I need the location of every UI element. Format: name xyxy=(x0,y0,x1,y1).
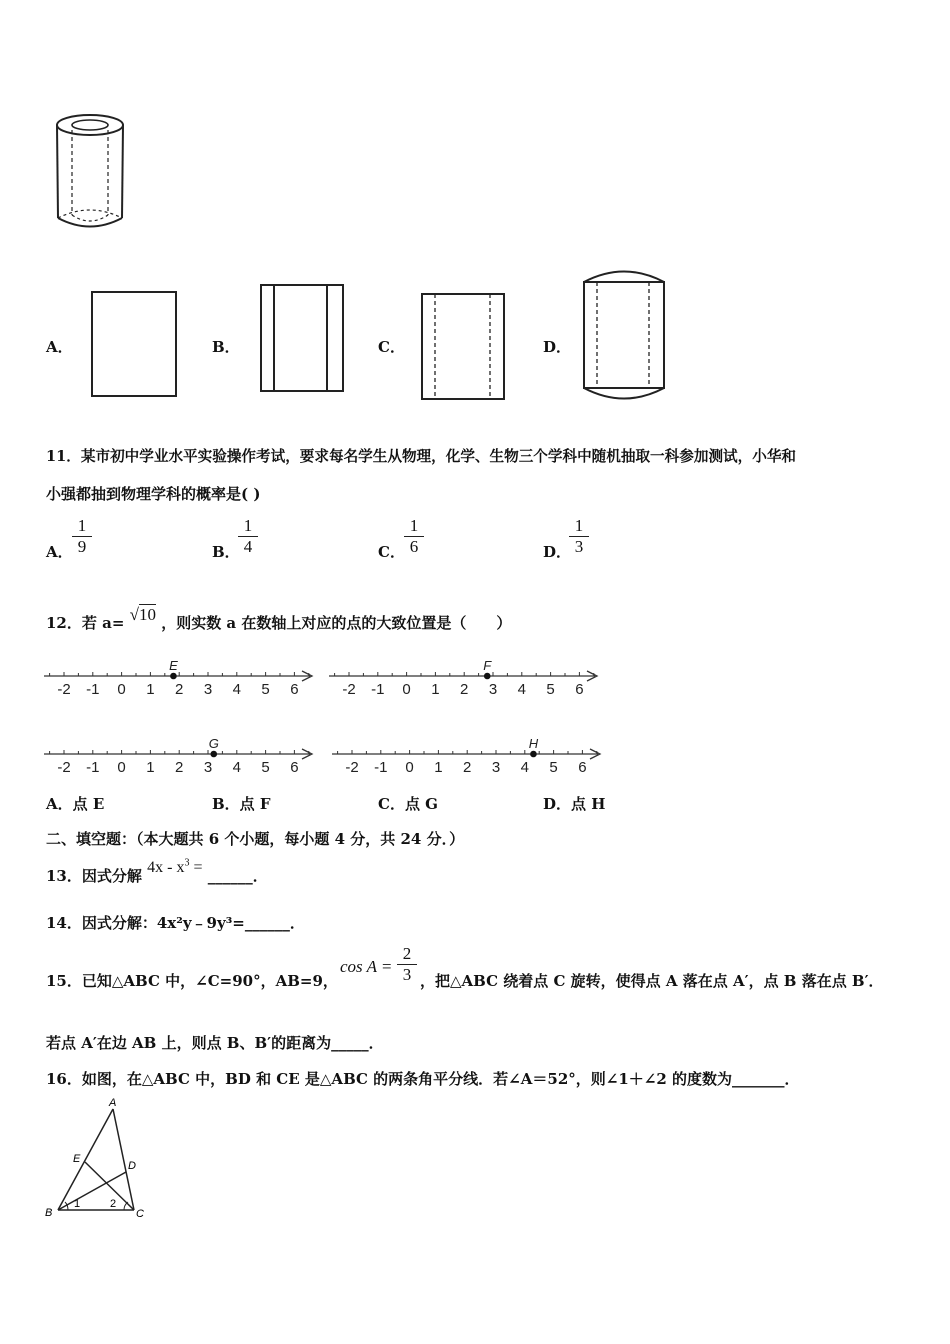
number-line-tick-label: 5 xyxy=(261,681,270,698)
q16-label-a: A xyxy=(109,1097,117,1109)
q15-fraction xyxy=(397,944,417,985)
q10-option-d-figure xyxy=(580,265,670,410)
q15-numerator: 2 xyxy=(397,944,417,965)
q12-number-line-f xyxy=(325,652,605,702)
q10-option-b-figure xyxy=(256,280,351,395)
q13-prefix: 13．因式分解 xyxy=(46,867,142,885)
q16-label-b: B xyxy=(45,1207,53,1219)
number-line-tick-label: 1 xyxy=(434,759,443,776)
q11-option-a-denominator: 9 xyxy=(77,537,87,556)
number-line-tick-label: 5 xyxy=(261,759,270,776)
q13-question xyxy=(46,857,268,886)
number-line-tick-label: -1 xyxy=(374,759,388,776)
number-line-tick-label: 1 xyxy=(431,681,440,698)
number-line-tick-label: 6 xyxy=(578,759,587,776)
number-line-tick-label: 5 xyxy=(549,759,558,776)
q16-question: 16．如图，在△ABC 中，BD 和 CE 是△ABC 的两条角平分线．若∠A＝52°，则∠1＋∠2 的度数为_______． xyxy=(46,1070,800,1088)
q11-option-c-fraction xyxy=(404,516,424,557)
number-line-tick-label: -1 xyxy=(86,681,100,698)
q11-option-b-denominator: 4 xyxy=(243,537,253,556)
q12-sqrt-arg: 10 xyxy=(138,605,156,624)
q13-eq: = xyxy=(189,859,203,876)
q13-expression xyxy=(147,859,202,876)
q11-option-d-numerator: 1 xyxy=(569,516,589,537)
number-line-tick-label: 2 xyxy=(175,681,184,698)
q10-option-a-figure xyxy=(88,288,183,400)
number-line-tick-label: 2 xyxy=(175,759,184,776)
q12-suffix: ，则实数 a 在数轴上对应的点的大致位置是（ ） xyxy=(161,614,512,632)
q16-label-2: 2 xyxy=(110,1198,117,1210)
q13-exponent: 3 xyxy=(184,857,190,869)
q16-label-d: D xyxy=(128,1160,136,1172)
number-line-point xyxy=(530,751,537,758)
number-line-point-label: F xyxy=(483,658,492,673)
q12-number-line-e xyxy=(40,652,320,702)
number-line-point xyxy=(210,751,217,758)
number-line-tick-label: 1 xyxy=(146,759,155,776)
section-2-heading: 二、填空题：（本大题共 6 个小题，每小题 4 分，共 24 分．） xyxy=(46,830,465,848)
q10-option-c-figure xyxy=(418,290,508,403)
q11-option-c-denominator: 6 xyxy=(409,537,419,556)
q15-question xyxy=(46,970,338,991)
number-line-tick-label: -1 xyxy=(371,681,385,698)
number-line-tick-label: 6 xyxy=(290,681,299,698)
number-line-tick-label: -2 xyxy=(342,681,356,698)
number-line-tick-label: 5 xyxy=(546,681,555,698)
number-line-tick-label: 4 xyxy=(517,681,526,698)
number-line-tick-label: 4 xyxy=(232,681,241,698)
number-line-point-label: E xyxy=(169,658,178,673)
number-line-tick-label: -2 xyxy=(57,759,71,776)
q15-cos-label: cos A = xyxy=(340,957,393,976)
number-line-tick-label: 1 xyxy=(146,681,155,698)
number-line-tick-label: -2 xyxy=(57,681,71,698)
q11-option-a-label: A． xyxy=(46,543,73,561)
q12-prefix: 12．若 a= xyxy=(46,614,125,632)
q15-question-line-2: 若点 A′在边 AB 上，则点 B、B′的距离为_____． xyxy=(46,1034,384,1052)
number-line-tick-label: 2 xyxy=(463,759,472,776)
q11-option-b-fraction xyxy=(238,516,258,557)
q12-option-c: C．点 G xyxy=(378,795,438,813)
number-line-tick-label: 3 xyxy=(491,759,501,776)
q16-triangle-figure xyxy=(40,1095,160,1225)
q12-number-line-g xyxy=(40,730,320,780)
number-line-tick-label: 0 xyxy=(405,759,414,776)
q16-label-e: E xyxy=(73,1153,81,1165)
q11-question-line-1: 11．某市初中学业水平实验操作考试，要求每名学生从物理，化学、生物三个学科中随机抽取一科参加测试，小华和 xyxy=(46,448,797,465)
q12-option-d: D．点 H xyxy=(543,795,606,813)
number-line-tick-label: 4 xyxy=(232,759,241,776)
number-line-tick-label: 0 xyxy=(117,759,126,776)
number-line-tick-label: -2 xyxy=(345,759,359,776)
q11-option-a-numerator: 1 xyxy=(72,516,92,537)
number-line-tick-label: 3 xyxy=(488,681,498,698)
q10-option-c-label: C． xyxy=(378,338,405,356)
q11-option-d-label: D． xyxy=(543,543,572,561)
q13-blank: ______． xyxy=(207,867,268,885)
q10-option-b-label: B． xyxy=(212,338,240,356)
hollow-cylinder-figure xyxy=(50,110,140,235)
q16-label-c: C xyxy=(136,1208,144,1220)
number-line-tick-label: 6 xyxy=(290,759,299,776)
q15-denominator: 3 xyxy=(402,965,412,984)
q12-number-line-h xyxy=(328,730,608,780)
number-line-tick-label: 0 xyxy=(402,681,411,698)
number-line-tick-label: 6 xyxy=(575,681,584,698)
q11-option-b-numerator: 1 xyxy=(238,516,258,537)
number-line-tick-label: 3 xyxy=(203,681,213,698)
number-line-tick-label: 0 xyxy=(117,681,126,698)
q12-option-a: A．点 E xyxy=(46,795,105,813)
q16-label-1: 1 xyxy=(74,1198,81,1210)
q14-question: 14．因式分解：4x²y﹣9y³=______． xyxy=(46,914,305,932)
number-line-point xyxy=(484,673,491,680)
q10-option-a-label: A． xyxy=(46,338,73,356)
q11-option-d-denominator: 3 xyxy=(574,537,584,556)
q12-question xyxy=(46,605,512,633)
q11-option-b-label: B． xyxy=(212,543,240,561)
number-line-tick-label: 3 xyxy=(203,759,213,776)
q11-option-c-numerator: 1 xyxy=(404,516,424,537)
number-line-tick-label: -1 xyxy=(86,759,100,776)
q11-option-d-fraction xyxy=(569,516,589,557)
q15-prefix: 15．已知△ABC 中，∠C=90°，AB=9， xyxy=(46,972,338,990)
number-line-tick-label: 4 xyxy=(520,759,529,776)
q11-option-c-label: C． xyxy=(378,543,405,561)
q12-option-b: B．点 F xyxy=(212,795,271,813)
q12-sqrt: √10 xyxy=(129,605,156,624)
q15-suffix: ，把△ABC 绕着点 C 旋转，使得点 A 落在点 A′，点 B 落在点 B′． xyxy=(420,972,884,990)
number-line-tick-label: 2 xyxy=(460,681,469,698)
q11-question-line-2: 小强都抽到物理学科的概率是( ) xyxy=(46,485,261,503)
number-line-point xyxy=(170,673,177,680)
q11-option-a-fraction xyxy=(72,516,92,557)
number-line-point-label: G xyxy=(208,736,219,751)
number-line-point-label: H xyxy=(528,736,539,751)
q13-expr: 4x - x xyxy=(147,859,185,876)
q10-option-d-label: D． xyxy=(543,338,572,356)
